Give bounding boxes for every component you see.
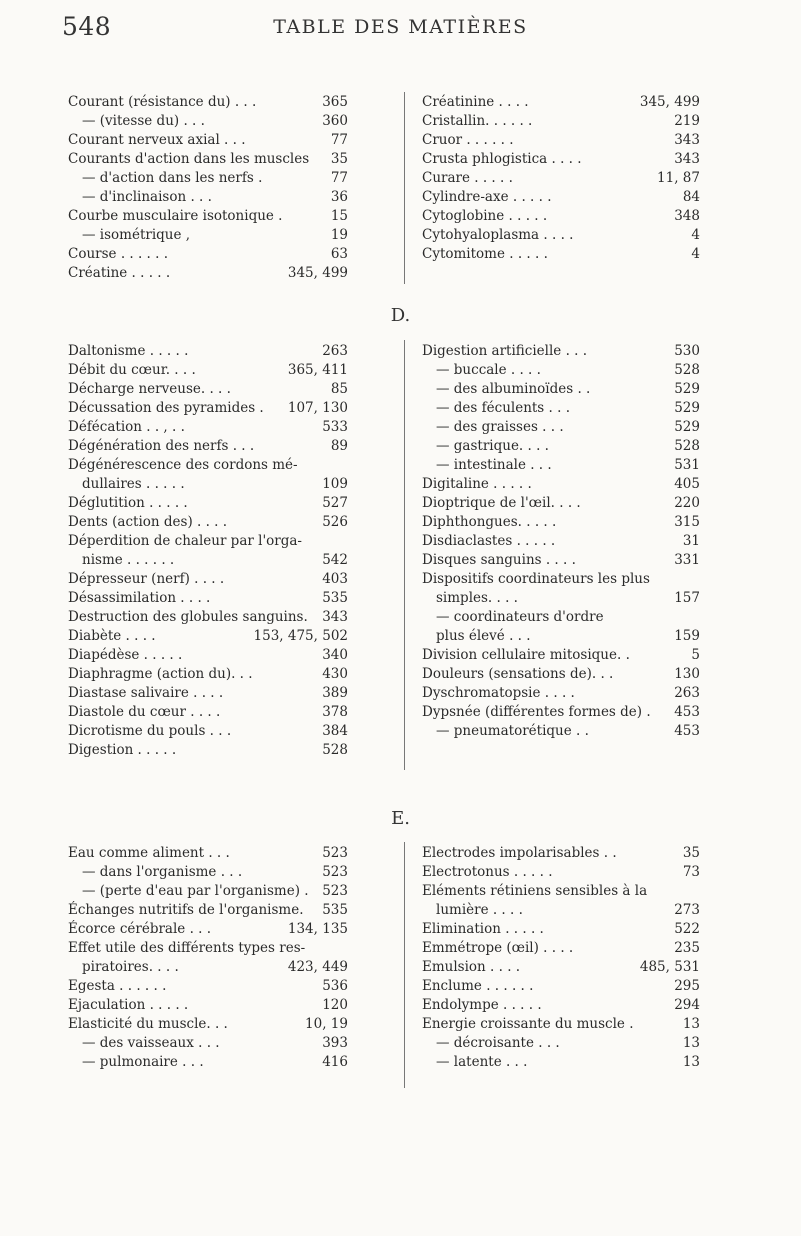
index-entry-label: Emulsion . . . .	[422, 959, 521, 975]
section-letter-d: D.	[390, 305, 411, 326]
index-entry-page: 522	[674, 921, 700, 937]
index-entry-label: Dispositifs coordinateurs les plus	[422, 571, 650, 587]
index-entry-label: — buccale . . . .	[436, 362, 541, 378]
index-entry-page: 11, 87	[657, 170, 700, 186]
index-entry	[422, 920, 700, 939]
index-entry-page: 35	[682, 845, 700, 861]
index-entry-label: lumière . . . .	[436, 902, 523, 918]
index-entry-label: Ejaculation . . . . .	[68, 997, 189, 1013]
index-entry	[422, 437, 700, 456]
index-column-left	[68, 342, 348, 760]
index-entry-label: Electrodes impolarisables . .	[422, 845, 617, 861]
index-entry-page: 159	[674, 628, 700, 644]
index-entry-label: Courants d'action dans les muscles	[68, 151, 310, 167]
index-entry-label: Enclume . . . . . .	[422, 978, 534, 994]
index-entry-label: Division cellulaire mitosique. .	[422, 647, 630, 663]
index-entry-page: 531	[674, 457, 700, 473]
index-entry	[422, 513, 700, 532]
index-entry	[68, 188, 348, 207]
index-entry	[68, 1034, 348, 1053]
index-entry-page: 384	[322, 723, 348, 739]
index-entry-label: Diastase salivaire . . . .	[68, 685, 224, 701]
index-entry-page: 109	[322, 476, 348, 492]
index-entry	[422, 532, 700, 551]
page-number: 548	[62, 12, 112, 41]
index-entry-page: 416	[322, 1054, 348, 1070]
index-entry-label: Décussation des pyramides .	[68, 400, 264, 416]
index-entry-label: dullaires . . . . .	[82, 476, 185, 492]
index-entry-page: 263	[322, 343, 348, 359]
index-entry	[422, 996, 700, 1015]
index-entry	[422, 977, 700, 996]
column-divider	[404, 340, 405, 770]
index-column-right	[422, 93, 700, 264]
index-entry-label: — d'action dans les nerfs .	[82, 170, 263, 186]
index-entry-page: 348	[674, 208, 700, 224]
index-entry	[422, 627, 700, 646]
index-entry	[68, 399, 348, 418]
index-entry	[422, 665, 700, 684]
index-entry-label: Cylindre-axe . . . . .	[422, 189, 552, 205]
index-entry-page: 157	[674, 590, 700, 606]
index-entry	[68, 380, 348, 399]
index-entry-label: — latente . . .	[436, 1054, 528, 1070]
index-entry-page: 423, 449	[287, 959, 348, 975]
index-entry-page: 393	[322, 1035, 348, 1051]
index-entry-page: 535	[322, 590, 348, 606]
index-entry	[68, 207, 348, 226]
index-entry	[68, 684, 348, 703]
index-entry-page: 31	[682, 533, 700, 549]
index-entry	[68, 264, 348, 283]
index-entry-page: 77	[330, 170, 348, 186]
index-entry-label: Échanges nutritifs de l'organisme.	[68, 902, 304, 918]
index-entry-page: 77	[330, 132, 348, 148]
index-entry-label: — pulmonaire . . .	[82, 1054, 204, 1070]
index-entry-page: 315	[674, 514, 700, 530]
index-entry-page: 405	[674, 476, 700, 492]
index-entry-page: 403	[322, 571, 348, 587]
index-entry	[422, 844, 700, 863]
index-entry-page: 527	[322, 495, 348, 511]
index-entry	[68, 93, 348, 112]
index-entry	[68, 608, 348, 627]
index-entry	[422, 684, 700, 703]
index-entry-label: Diphthongues. . . . .	[422, 514, 557, 530]
index-entry	[68, 418, 348, 437]
index-entry-page: 73	[682, 864, 700, 880]
index-entry	[68, 361, 348, 380]
index-entry-page: 15	[330, 208, 348, 224]
index-entry	[422, 475, 700, 494]
index-entry	[422, 245, 700, 264]
index-entry-page: 529	[674, 400, 700, 416]
index-entry-label: Débit du cœur. . . .	[68, 362, 196, 378]
index-entry	[68, 977, 348, 996]
index-entry	[68, 939, 348, 958]
index-entry	[68, 646, 348, 665]
index-entry	[422, 418, 700, 437]
index-entry	[68, 131, 348, 150]
index-entry-label: Elasticité du muscle. . .	[68, 1016, 228, 1032]
index-entry	[422, 1034, 700, 1053]
index-entry-page: 13	[682, 1054, 700, 1070]
index-entry-label: Diastole du cœur . . . .	[68, 704, 221, 720]
index-entry-label: — des féculents . . .	[436, 400, 570, 416]
index-entry-page: 4	[691, 246, 700, 262]
index-entry-page: 485, 531	[639, 959, 700, 975]
index-entry	[68, 920, 348, 939]
index-entry-page: 120	[322, 997, 348, 1013]
index-entry-page: 294	[674, 997, 700, 1013]
index-entry-label: — gastrique. . . .	[436, 438, 549, 454]
index-entry-label: simples. . . .	[436, 590, 518, 606]
index-entry-page: 453	[674, 704, 700, 720]
index-entry	[422, 131, 700, 150]
index-entry-page: 134, 135	[287, 921, 348, 937]
index-entry-page: 13	[682, 1016, 700, 1032]
index-entry-page: 13	[682, 1035, 700, 1051]
index-entry-label: Dicrotisme du pouls . . .	[68, 723, 232, 739]
index-entry-page: 36	[330, 189, 348, 205]
index-entry-label: Dents (action des) . . . .	[68, 514, 228, 530]
index-entry-label: Digestion . . . . .	[68, 742, 177, 758]
index-entry-page: 10, 19	[305, 1016, 348, 1032]
index-entry	[422, 150, 700, 169]
index-entry-label: Crusta phlogistica . . . .	[422, 151, 582, 167]
index-entry-label: Défécation . . , . .	[68, 419, 185, 435]
index-entry-page: 533	[322, 419, 348, 435]
index-entry-page: 89	[330, 438, 348, 454]
index-entry-label: — coordinateurs d'ordre	[436, 609, 604, 625]
index-entry-label: — isométrique ,	[82, 227, 191, 243]
index-entry-label: Disques sanguins . . . .	[422, 552, 576, 568]
index-entry-page: 340	[322, 647, 348, 663]
index-entry	[422, 570, 700, 589]
index-entry-label: — décroisante . . .	[436, 1035, 560, 1051]
index-entry-label: Curare . . . . .	[422, 170, 513, 186]
index-entry	[68, 112, 348, 131]
index-entry	[422, 93, 700, 112]
index-entry	[422, 882, 700, 901]
index-entry-label: piratoires. . . .	[82, 959, 179, 975]
index-entry-page: 536	[322, 978, 348, 994]
index-entry-page: 107, 130	[287, 400, 348, 416]
index-entry-label: Décharge nerveuse. . . .	[68, 381, 231, 397]
index-entry-page: 535	[322, 902, 348, 918]
index-column-left	[68, 844, 348, 1072]
index-entry-page: 528	[674, 438, 700, 454]
index-entry-label: Energie croissante du muscle .	[422, 1016, 634, 1032]
index-entry-page: 331	[674, 552, 700, 568]
index-entry	[68, 532, 348, 551]
index-entry	[68, 245, 348, 264]
index-entry-page: 528	[322, 742, 348, 758]
index-entry-label: Eau comme aliment . . .	[68, 845, 230, 861]
index-entry-page: 453	[674, 723, 700, 739]
index-entry-page: 343	[674, 151, 700, 167]
index-entry-page: 85	[330, 381, 348, 397]
index-entry-page: 523	[322, 883, 348, 899]
index-entry	[68, 627, 348, 646]
index-entry-label: Cytohyaloplasma . . . .	[422, 227, 574, 243]
index-entry-label: Courant (résistance du) . . .	[68, 94, 257, 110]
index-entry	[68, 958, 348, 977]
index-entry-page: 343	[674, 132, 700, 148]
index-entry	[68, 570, 348, 589]
index-entry	[422, 939, 700, 958]
section-letter-e: E.	[391, 808, 410, 829]
index-entry-label: Dioptrique de l'œil. . . .	[422, 495, 581, 511]
index-entry	[422, 703, 700, 722]
index-entry-page: 365	[322, 94, 348, 110]
index-entry-page: 235	[674, 940, 700, 956]
index-entry	[68, 996, 348, 1015]
index-entry-label: nisme . . . . . .	[82, 552, 175, 568]
index-entry	[422, 1053, 700, 1072]
index-entry-page: 84	[682, 189, 700, 205]
index-entry-page: 19	[330, 227, 348, 243]
index-entry	[68, 169, 348, 188]
index-entry-page: 130	[674, 666, 700, 682]
index-column-left	[68, 93, 348, 283]
index-entry-label: Dégénération des nerfs . . .	[68, 438, 255, 454]
index-entry	[422, 901, 700, 920]
index-entry-page: 378	[322, 704, 348, 720]
index-entry	[422, 380, 700, 399]
index-entry	[422, 399, 700, 418]
index-entry-label: Emmétrope (œil) . . . .	[422, 940, 574, 956]
index-entry-label: Daltonisme . . . . .	[68, 343, 189, 359]
index-entry-page: 360	[322, 113, 348, 129]
index-entry-page: 35	[330, 151, 348, 167]
index-entry-page: 430	[322, 666, 348, 682]
index-entry-page: 4	[691, 227, 700, 243]
index-entry-label: Endolympe . . . . .	[422, 997, 542, 1013]
index-entry	[68, 551, 348, 570]
index-entry	[422, 112, 700, 131]
index-entry	[68, 226, 348, 245]
index-entry-page: 220	[674, 495, 700, 511]
index-entry	[68, 456, 348, 475]
index-entry-label: Diaphragme (action du). . .	[68, 666, 253, 682]
index-column-right	[422, 342, 700, 741]
index-entry	[422, 863, 700, 882]
index-entry	[422, 342, 700, 361]
index-entry	[68, 703, 348, 722]
index-entry-page: 219	[674, 113, 700, 129]
index-entry-label: Electrotonus . . . . .	[422, 864, 553, 880]
index-entry-page: 273	[674, 902, 700, 918]
index-entry-label: Dégénérescence des cordons mé-	[68, 457, 298, 473]
index-entry-label: Elimination . . . . .	[422, 921, 544, 937]
index-entry	[68, 901, 348, 920]
index-entry	[422, 494, 700, 513]
index-entry-label: Digitaline . . . . .	[422, 476, 532, 492]
index-entry-label: Déglutition . . . . .	[68, 495, 188, 511]
index-entry-page: 529	[674, 381, 700, 397]
index-entry	[68, 475, 348, 494]
index-entry-label: Destruction des globules sanguins.	[68, 609, 308, 625]
index-entry-label: Disdiaclastes . . . . .	[422, 533, 556, 549]
index-entry-page: 5	[691, 647, 700, 663]
index-entry-page: 529	[674, 419, 700, 435]
index-entry	[422, 1015, 700, 1034]
index-entry	[68, 1015, 348, 1034]
index-entry	[422, 207, 700, 226]
index-entry	[68, 665, 348, 684]
index-entry-page: 63	[330, 246, 348, 262]
index-entry-label: Créatinine . . . .	[422, 94, 529, 110]
index-entry	[68, 844, 348, 863]
index-entry-label: Diabète . . . .	[68, 628, 156, 644]
index-entry	[68, 722, 348, 741]
column-divider	[404, 842, 405, 1088]
index-entry-label: Eléments rétiniens sensibles à la	[422, 883, 648, 899]
index-entry-label: — d'inclinaison . . .	[82, 189, 212, 205]
index-entry-page: 530	[674, 343, 700, 359]
index-entry	[422, 646, 700, 665]
index-entry	[68, 741, 348, 760]
index-entry-page: 523	[322, 845, 348, 861]
column-divider	[404, 92, 405, 284]
index-entry-page: 295	[674, 978, 700, 994]
index-entry-label: Cristallin. . . . . .	[422, 113, 533, 129]
index-entry	[68, 150, 348, 169]
index-column-right	[422, 844, 700, 1072]
index-entry-label: Cytoglobine . . . . .	[422, 208, 548, 224]
index-entry-label: Courant nerveux axial . . .	[68, 132, 246, 148]
index-entry	[422, 589, 700, 608]
index-entry-label: Dypsnée (différentes formes de) .	[422, 704, 651, 720]
index-entry-label: — des albuminoïdes . .	[436, 381, 591, 397]
index-entry-page: 153, 475, 502	[253, 628, 348, 644]
index-entry-label: Effet utile des différents types res-	[68, 940, 306, 956]
index-entry-label: Désassimilation . . . .	[68, 590, 211, 606]
index-entry	[422, 722, 700, 741]
index-entry-label: Course . . . . . .	[68, 246, 169, 262]
index-entry-page: 542	[322, 552, 348, 568]
index-entry-label: — des graisses . . .	[436, 419, 564, 435]
index-entry	[422, 608, 700, 627]
index-entry	[422, 226, 700, 245]
index-entry	[68, 342, 348, 361]
index-entry	[68, 882, 348, 901]
index-entry-page: 343	[322, 609, 348, 625]
index-entry	[68, 589, 348, 608]
index-entry-label: Dyschromatopsie . . . .	[422, 685, 575, 701]
index-entry	[422, 188, 700, 207]
index-entry	[422, 551, 700, 570]
index-entry	[422, 361, 700, 380]
index-entry-page: 528	[674, 362, 700, 378]
index-entry-label: Courbe musculaire isotonique .	[68, 208, 283, 224]
index-entry-page: 523	[322, 864, 348, 880]
index-entry-label: — intestinale . . .	[436, 457, 552, 473]
index-entry-label: Digestion artificielle . . .	[422, 343, 588, 359]
running-title: TABLE DES MATIÈRES	[273, 16, 528, 38]
index-entry	[68, 863, 348, 882]
index-entry	[68, 1053, 348, 1072]
index-entry	[68, 513, 348, 532]
index-entry	[422, 958, 700, 977]
index-entry-label: Dépresseur (nerf) . . . .	[68, 571, 225, 587]
index-entry-label: — pneumatorétique . .	[436, 723, 589, 739]
index-entry-label: Écorce cérébrale . . .	[68, 921, 212, 937]
index-entry-label: Cruor . . . . . .	[422, 132, 514, 148]
index-entry-label: Créatine . . . . .	[68, 265, 171, 281]
index-entry-label: Douleurs (sensations de). . .	[422, 666, 614, 682]
index-entry-label: Déperdition de chaleur par l'orga-	[68, 533, 302, 549]
index-entry	[68, 494, 348, 513]
index-entry-label: Cytomitome . . . . .	[422, 246, 548, 262]
index-entry	[422, 169, 700, 188]
index-entry-page: 345, 499	[287, 265, 348, 281]
index-entry-label: Diapédèse . . . . .	[68, 647, 183, 663]
index-entry	[422, 456, 700, 475]
index-entry-label: — (vitesse du) . . .	[82, 113, 205, 129]
index-entry-page: 345, 499	[639, 94, 700, 110]
index-entry	[68, 437, 348, 456]
index-entry-label: plus élevé . . .	[436, 628, 531, 644]
index-entry-page: 526	[322, 514, 348, 530]
index-entry-label: — (perte d'eau par l'organisme) .	[82, 883, 309, 899]
index-entry-page: 263	[674, 685, 700, 701]
index-entry-page: 389	[322, 685, 348, 701]
index-entry-label: — des vaisseaux . . .	[82, 1035, 220, 1051]
index-entry-page: 365, 411	[287, 362, 348, 378]
index-entry-label: — dans l'organisme . . .	[82, 864, 243, 880]
index-entry-label: Egesta . . . . . .	[68, 978, 167, 994]
